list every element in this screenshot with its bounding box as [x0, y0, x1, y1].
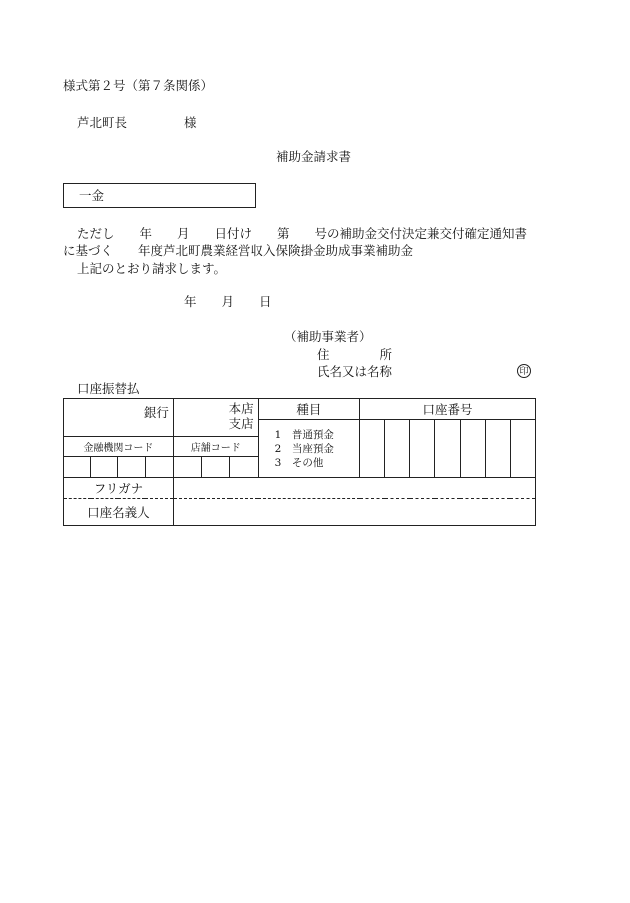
branch-label-main: 本店 — [228, 401, 254, 416]
account-type-cell[interactable] — [258, 420, 359, 478]
branch-label-sub: 支店 — [228, 416, 254, 431]
branch-code-digit-1[interactable] — [173, 457, 201, 478]
bank-label: 銀行 — [143, 405, 169, 420]
account-holder-label-cell — [64, 499, 174, 526]
institution-code-digit-1[interactable] — [64, 457, 91, 478]
account-digit-2[interactable] — [385, 420, 410, 478]
institution-code-digit-4[interactable] — [145, 457, 173, 478]
account-number-header-cell — [360, 399, 536, 420]
institution-code-digit-2[interactable] — [91, 457, 118, 478]
branch-code-digit-3[interactable] — [230, 457, 258, 478]
body-line-1: ただし 年 月 日付け 第 号の補助金交付決定兼交付確定通知書 — [77, 226, 528, 241]
account-digit-4[interactable] — [435, 420, 460, 478]
account-type-checking: 2 当座預金 — [274, 442, 334, 455]
account-digit-6[interactable] — [485, 420, 510, 478]
name-label: 氏名又は名称 — [317, 364, 393, 379]
amount-label: 一金 — [79, 188, 105, 203]
bank-section-label: 口座振替払 — [77, 381, 140, 396]
applicant-heading: （補助事業者） — [284, 329, 372, 344]
bank-name-cell[interactable] — [64, 399, 174, 437]
body-line-3: 上記のとおり請求します。 — [77, 261, 227, 276]
addressee-honorific: 様 — [184, 115, 197, 130]
bank-account-table — [63, 398, 536, 526]
account-digit-3[interactable] — [410, 420, 435, 478]
account-type-other: 3 その他 — [274, 456, 324, 469]
branch-code-digit-2[interactable] — [202, 457, 230, 478]
amount-box[interactable] — [63, 183, 256, 208]
account-digit-1[interactable] — [360, 420, 385, 478]
form-number: 様式第２号（第７条関係） — [63, 78, 214, 93]
institution-code-label-cell — [64, 437, 174, 457]
body-line-2: に基づく 年度芦北町農業経営収入保険掛金助成事業補助金 — [63, 243, 414, 258]
date-line: 年 月 日 — [184, 294, 272, 309]
institution-code-label: 金融機関コード — [83, 443, 154, 454]
account-number-header: 口座番号 — [422, 402, 473, 417]
address-label: 住 所 — [317, 347, 393, 362]
branch-name-cell[interactable] — [173, 399, 258, 437]
institution-code-digit-3[interactable] — [118, 457, 145, 478]
account-holder-label: 口座名義人 — [87, 505, 150, 520]
account-digit-7[interactable] — [510, 420, 535, 478]
type-header: 種目 — [296, 402, 322, 417]
branch-code-label-cell — [173, 437, 258, 457]
type-header-cell — [258, 399, 359, 420]
account-type-ordinary: 1 普通預金 — [274, 428, 334, 441]
addressee-title: 芦北町長 — [77, 115, 128, 130]
furigana-input[interactable] — [173, 478, 535, 499]
furigana-label-cell — [64, 478, 174, 499]
account-digit-5[interactable] — [460, 420, 485, 478]
furigana-label: フリガナ — [93, 481, 144, 496]
branch-code-label: 店舗コード — [190, 443, 241, 454]
account-holder-input[interactable] — [173, 499, 535, 526]
document-title: 補助金請求書 — [276, 149, 352, 164]
seal-mark: 印 — [517, 364, 531, 378]
